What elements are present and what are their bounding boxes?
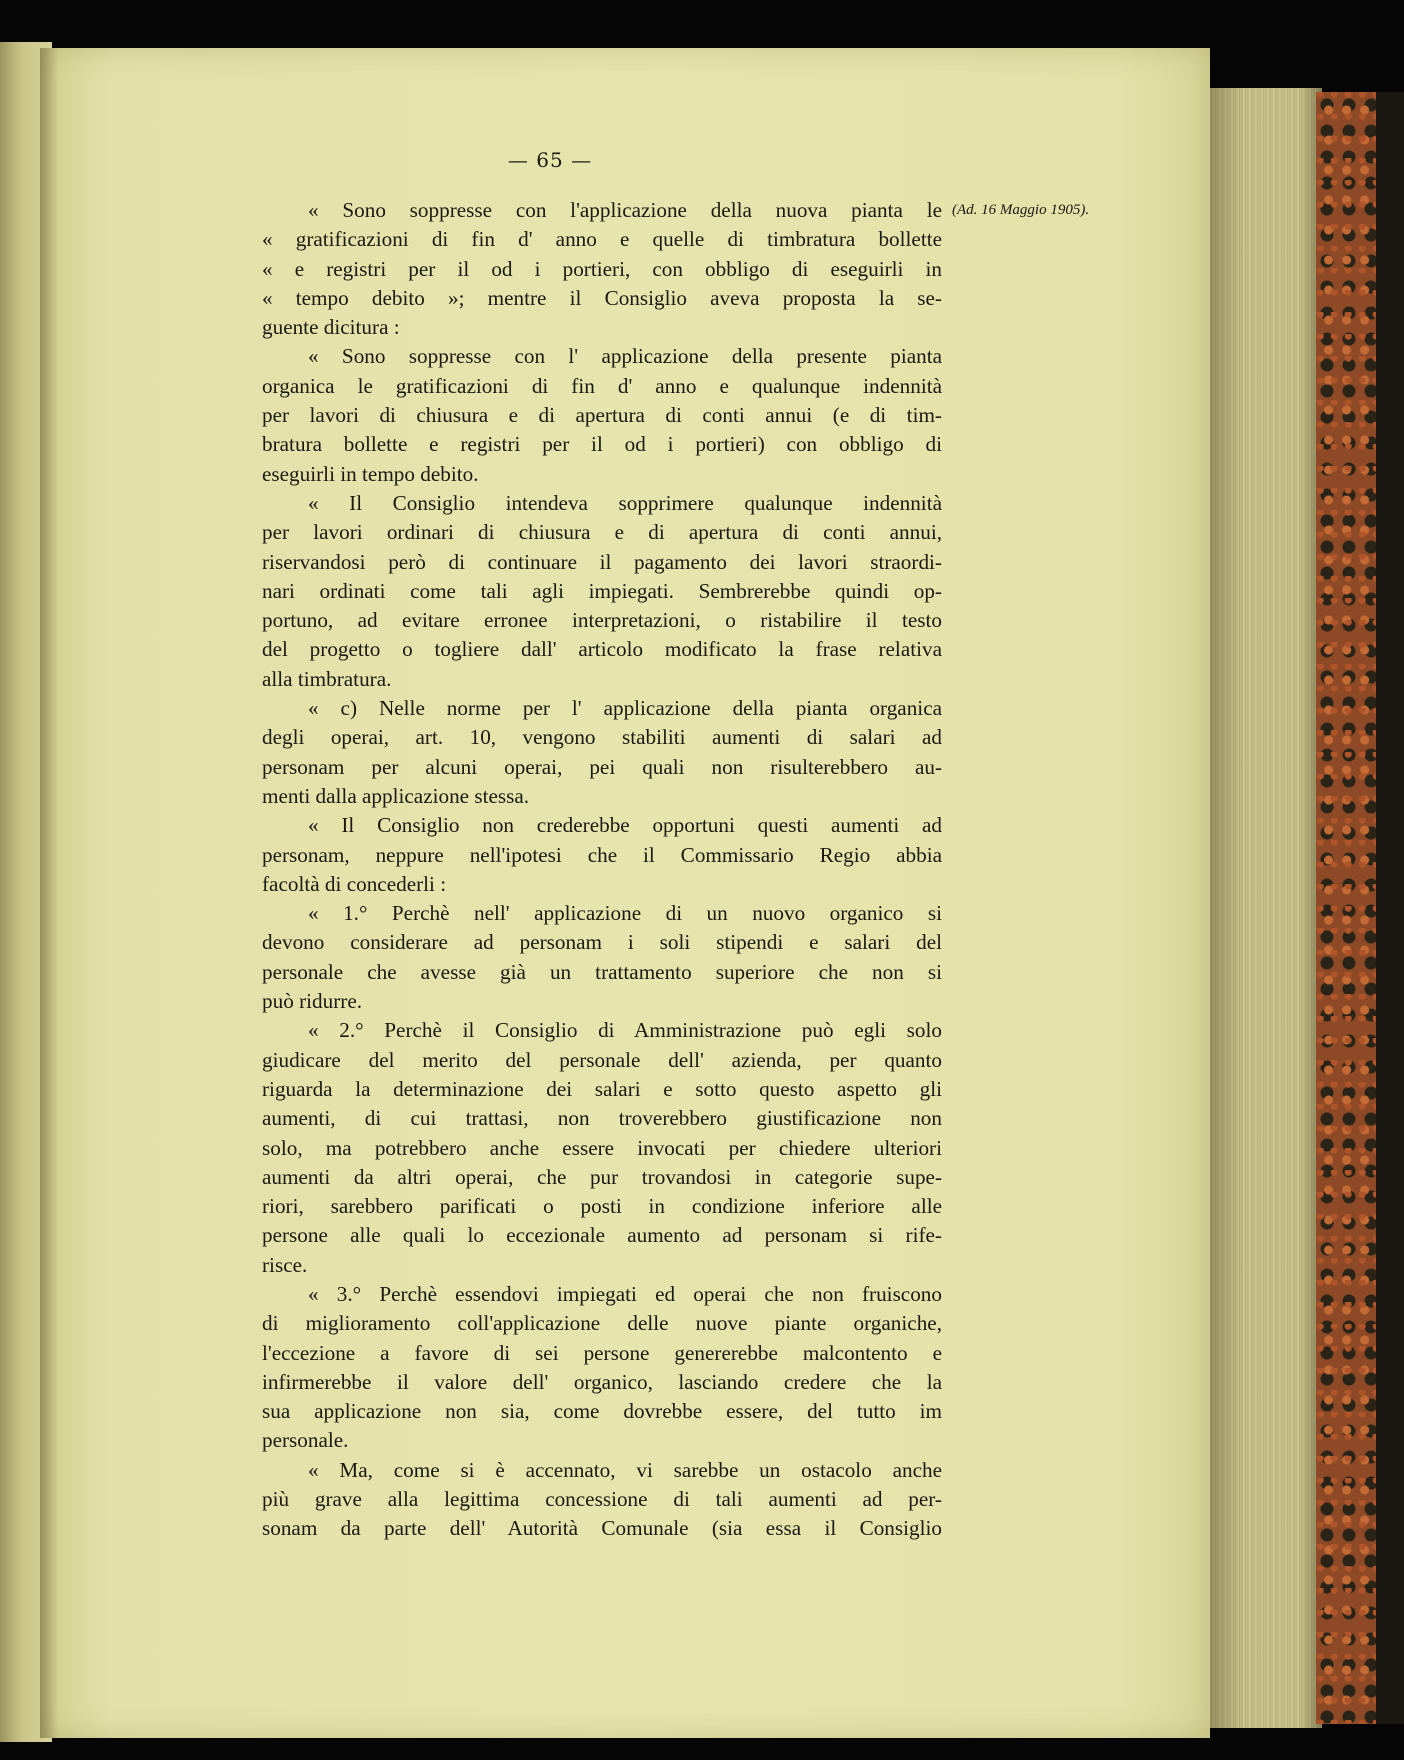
text-line: personam, neppure nell'ipotesi che il Commissario Regio abbia <box>262 842 942 867</box>
text-line: infirmerebbe il valore dell' organico, lasciando credere che la <box>262 1369 942 1394</box>
text-line: l'eccezione a favore di sei persone genererebbe malcontento e <box>262 1340 942 1365</box>
cover-spine <box>1376 92 1404 1724</box>
text-line: « 1.° Perchè nell' applicazione di un nuovo organico si <box>308 901 942 926</box>
text-line: sua applicazione non sia, come dovrebbe essere, del tutto im <box>262 1399 942 1424</box>
text-line: più grave alla legittima concessione di tali aumenti ad per- <box>262 1487 942 1512</box>
text-line: menti dalla applicazione stessa. <box>262 783 530 808</box>
book-block-shade <box>1210 88 1322 1728</box>
text-line: « 3.° Perchè essendovi impiegati ed operai che non fruiscono <box>308 1281 942 1306</box>
text-line: di miglioramento coll'applicazione delle nuove piante organiche, <box>262 1311 942 1336</box>
text-line: riori, sarebbero parificati o posti in condizione inferiore alle <box>262 1194 942 1219</box>
margin-note-date: (Ad. 16 Maggio 1905). <box>952 202 1090 218</box>
text-line: per lavori di chiusura e di apertura di conti annui (e di tim- <box>262 403 942 428</box>
text-line: alla timbratura. <box>262 666 392 691</box>
text-line: eseguirli in tempo debito. <box>262 461 479 486</box>
text-line: personam per alcuni operai, pei quali non risulterebbero au- <box>262 754 942 779</box>
gutter-shadow <box>40 48 58 1738</box>
text-line: può ridurre. <box>262 989 363 1014</box>
text-line: « 2.° Perchè il Consiglio di Amministrazione può egli solo <box>308 1018 942 1043</box>
marbled-cover <box>1316 92 1376 1724</box>
text-line: riservandosi però di continuare il pagamento dei lavori straordi- <box>262 549 942 574</box>
text-line: « Il Consiglio non crederebbe opportuni questi aumenti ad <box>308 813 942 838</box>
text-line: personale. <box>262 1428 349 1453</box>
text-line: organica le gratificazioni di fin d' anno e qualunque indennità <box>262 373 942 398</box>
text-line: persone alle quali lo eccezionale aumento ad personam si rife- <box>262 1223 942 1248</box>
text-line: portuno, ad evitare erronee interpretazioni, o ristabilire il testo <box>262 608 942 633</box>
text-line: « gratificazioni di fin d' anno e quelle di timbratura bollette <box>262 227 942 252</box>
text-line: solo, ma potrebbero anche essere invocati per chiedere ulteriori <box>262 1135 942 1160</box>
text-line: del progetto o togliere dall' articolo modificato la frase relativa <box>262 637 942 662</box>
text-line: risce. <box>262 1252 308 1277</box>
text-line: per lavori ordinari di chiusura e di apertura di conti annui, <box>262 520 942 545</box>
text-line: devono considerare ad personam i soli stipendi e salari del <box>262 930 942 955</box>
text-line: degli operai, art. 10, vengono stabiliti aumenti di salari ad <box>262 725 942 750</box>
text-line: « Sono soppresse con l' applicazione della presente pianta <box>308 344 942 369</box>
text-line: « e registri per il od i portieri, con obbligo di eseguirli in <box>262 256 942 281</box>
text-line: « Il Consiglio intendeva sopprimere qualunque indennità <box>308 490 942 515</box>
text-line: « Sono soppresse con l'applicazione della nuova pianta le <box>308 198 942 222</box>
text-line: aumenti, di cui trattasi, non troverebbero giustificazione non <box>262 1106 942 1131</box>
text-line: nari ordinati come tali agli impiegati. Sembrerebbe quindi op- <box>262 578 942 603</box>
body-text <box>262 196 942 1544</box>
text-line: « Ma, come si è accennato, vi sarebbe un ostacolo anche <box>308 1457 942 1482</box>
text-line: riguarda la determinazione dei salari e sotto questo aspetto gli <box>262 1076 942 1101</box>
text-line: aumenti da altri operai, che pur trovandosi in categorie supe- <box>262 1164 942 1189</box>
text-line: sonam da parte dell' Autorità Comunale (sia essa il Consiglio <box>262 1516 942 1541</box>
page-number: — 65 — <box>507 148 593 172</box>
text-line: guente dicitura : <box>262 315 400 340</box>
text-line: facoltà di concederli : <box>262 871 447 896</box>
text-line: « c) Nelle norme per l' applicazione della pianta organica <box>308 696 942 721</box>
text-line: « tempo debito »; mentre il Consiglio aveva proposta la se- <box>262 285 942 310</box>
text-line: giudicare del merito del personale dell' azienda, per quanto <box>262 1047 942 1072</box>
text-line: personale che avesse già un trattamento superiore che non si <box>262 959 942 984</box>
text-line: bratura bollette e registri per il od i portieri) con obbligo di <box>262 432 942 457</box>
